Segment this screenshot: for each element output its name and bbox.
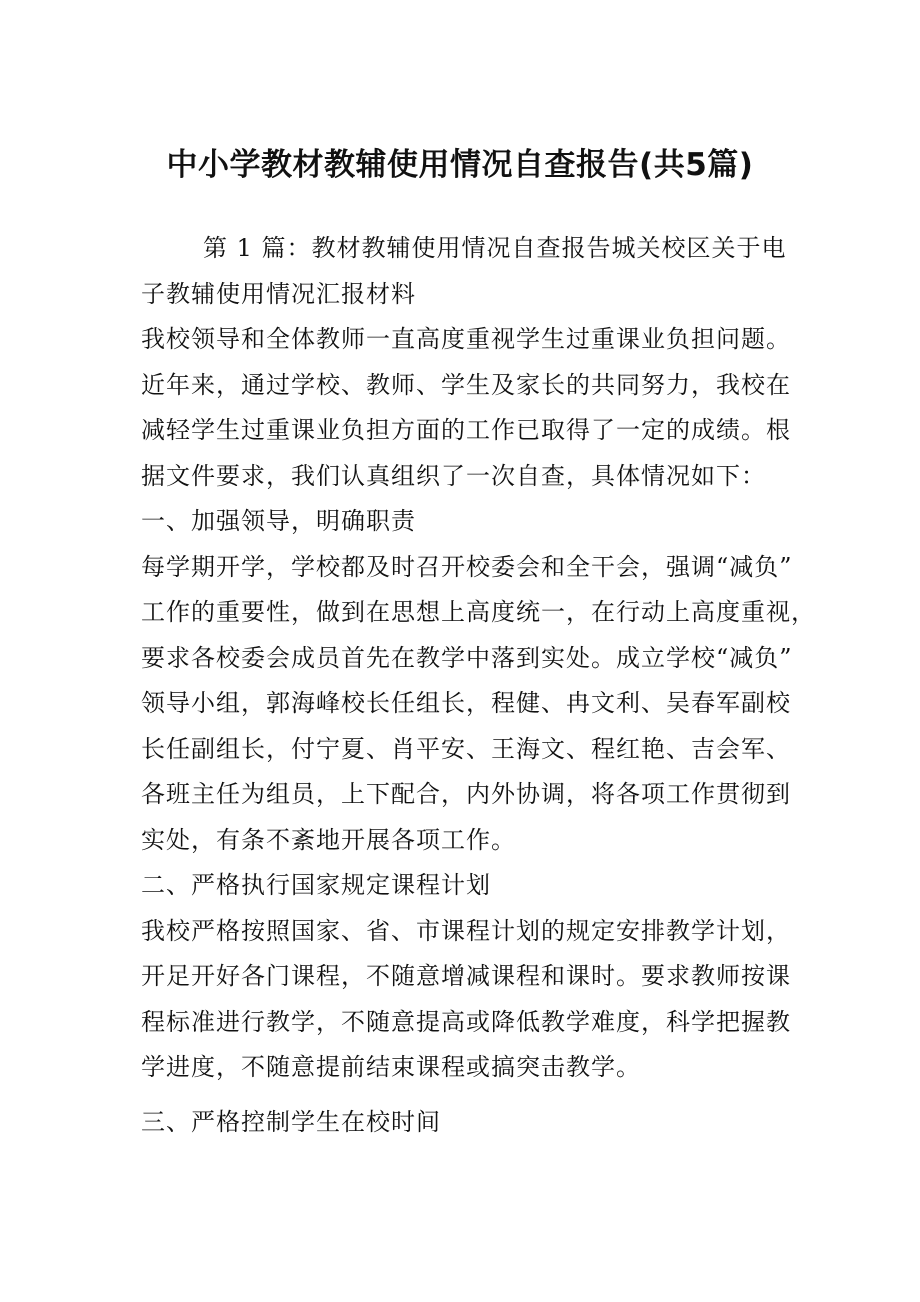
text-line: 学进度，不随意提前结束课程或搞突击教学。 <box>141 1053 641 1081</box>
section-heading-2: 二、严格执行国家规定课程计划 <box>141 871 491 899</box>
text-line: 工作的重要性，做到在思想上高度统一，在行动上高度重视， <box>141 598 816 626</box>
text-line: 要求各校委会成员首先在教学中落到实处。成立学校“减负” <box>141 643 793 672</box>
text-line: 各班主任为组员，上下配合，内外协调，将各项工作贯彻到 <box>141 780 791 808</box>
intro-paragraph <box>141 226 801 317</box>
document-title: 中小学教材教辅使用情况自查报告(共5篇) <box>166 147 754 183</box>
section-heading-3: 三、严格控制学生在校时间 <box>141 1107 441 1136</box>
text-line: 长任副组长，付宁夏、肖平安、王海文、程红艳、吉会军、 <box>141 734 791 763</box>
text-line: 第 1 篇：教材教辅使用情况自查报告城关校区关于电 <box>203 234 787 262</box>
text-line: 减轻学生过重课业负担方面的工作已取得了一定的成绩。根 <box>141 416 791 444</box>
text-line: 近年来，通过学校、教师、学生及家长的共同努力，我校在 <box>141 370 791 399</box>
text-line: 我校领导和全体教师一直高度重视学生过重课业负担问题。 <box>141 325 791 353</box>
text-line: 领导小组，郭海峰校长任组长，程健、冉文利、吴春军副校 <box>141 689 791 717</box>
section-heading-1: 一、加强领导，明确职责 <box>141 507 416 535</box>
body-paragraph-3 <box>141 909 801 1091</box>
text-line: 据文件要求，我们认真组织了一次自查，具体情况如下： <box>141 461 766 490</box>
text-line: 我校严格按照国家、省、市课程计划的规定安排教学计划， <box>141 916 791 945</box>
document-body <box>141 226 816 1145</box>
body-paragraph-1 <box>141 317 801 499</box>
text-line: 子教辅使用情况汇报材料 <box>141 279 416 308</box>
text-line: 每学期开学，学校都及时召开校委会和全干会，强调“减负” <box>141 552 793 581</box>
text-line: 实处，有条不紊地开展各项工作。 <box>141 825 516 854</box>
body-paragraph-2 <box>141 545 816 864</box>
text-line: 开足开好各门课程，不随意增减课程和课时。要求教师按课 <box>141 962 791 990</box>
text-line: 程标准进行教学，不随意提高或降低教学难度，科学把握教 <box>141 1007 791 1036</box>
